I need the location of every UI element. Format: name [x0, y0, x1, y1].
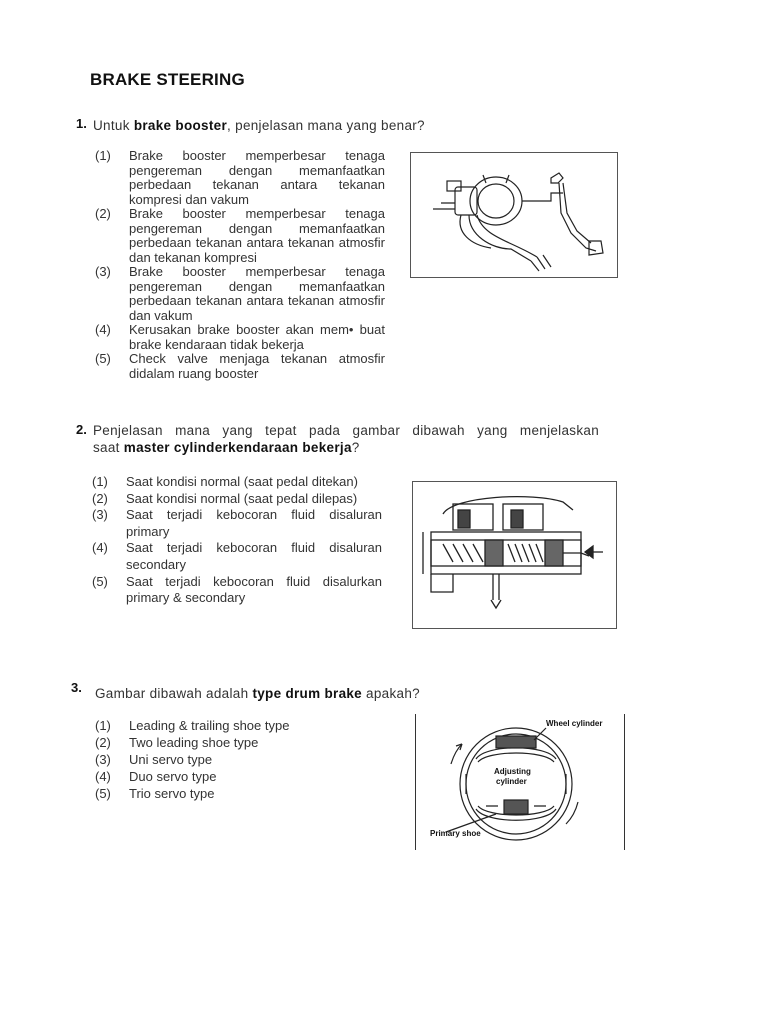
q3-suffix: apakah?	[362, 686, 420, 701]
option-number: (4)	[95, 322, 111, 337]
option-number: (5)	[95, 351, 111, 366]
q3-prefix: Gambar dibawah adalah	[95, 686, 253, 701]
option-text: Leading & trailing shoe type	[129, 718, 290, 733]
option-text: Check valve menjaga tekanan atmosfir didalam ruang booster	[129, 351, 385, 381]
question-3-number: 3.	[71, 680, 82, 695]
option-text: Saat kondisi normal (saat pedal dilepas)	[126, 490, 358, 506]
adjusting-cylinder-label-line2: cylinder	[496, 777, 527, 786]
question-3-text	[95, 686, 420, 701]
q1-suffix: , penjelasan mana yang benar?	[227, 118, 425, 133]
drum-brake-illustration	[416, 714, 624, 850]
option-item	[95, 149, 385, 207]
option-number: (1)	[92, 474, 108, 489]
option-number: (5)	[92, 573, 108, 589]
option-text: Saat terjadi kebocoran fluid disalurkan primary & secondary	[126, 573, 382, 606]
option-text: Brake booster memperbesar tenaga pengereman dengan memanfaatkan perbedaan tekanan antara tekanan kompresi dan vakum	[129, 148, 385, 207]
option-number: (4)	[95, 769, 111, 784]
drum-brake-figure	[415, 714, 625, 850]
adjusting-cylinder-label-line1: Adjusting	[494, 767, 531, 776]
option-text: Duo servo type	[129, 769, 217, 784]
question-3-options	[95, 717, 355, 802]
option-number: (3)	[95, 264, 111, 279]
option-number: (5)	[95, 786, 111, 801]
brake-booster-illustration	[411, 153, 617, 277]
option-item	[95, 323, 385, 352]
option-text: Brake booster memperbesar tenaga pengereman dengan memanfaatkan perbedaan tekanan antara tekanan atmosfir dan vakum	[129, 264, 385, 323]
q1-prefix: Untuk	[93, 118, 134, 133]
option-text: Saat terjadi kebocoran fluid disaluran primary	[126, 507, 382, 539]
master-cylinder-illustration	[413, 482, 616, 628]
option-item	[95, 717, 355, 734]
question-2-line1: Penjelasan mana yang tepat pada gambar dibawah yang menjelaskan	[93, 423, 599, 438]
option-text: Saat terjadi kebocoran fluid disaluran secondary	[126, 540, 382, 572]
question-1-options	[95, 149, 385, 381]
question-1-number: 1.	[76, 116, 87, 131]
master-cylinder-figure	[412, 481, 617, 629]
q3-bold: type drum brake	[252, 686, 362, 701]
q2-bold: master cylinderkendaraan bekerja	[123, 440, 352, 455]
option-item	[95, 265, 385, 323]
option-number: (1)	[95, 718, 111, 733]
option-item	[95, 734, 355, 751]
question-2-number: 2.	[76, 422, 87, 437]
page-title: BRAKE STEERING	[90, 70, 245, 89]
question-2-line2	[93, 440, 360, 455]
option-text: Saat kondisi normal (saat pedal ditekan)	[126, 474, 358, 489]
question-2-options	[92, 474, 382, 607]
option-item	[95, 207, 385, 265]
option-item	[92, 491, 382, 508]
primary-shoe-label: Primary shoe	[430, 829, 481, 838]
option-number: (1)	[95, 148, 111, 163]
option-item	[92, 574, 382, 607]
option-item	[92, 474, 382, 491]
option-text: Two leading shoe type	[129, 735, 259, 750]
option-text: Brake booster memperbesar tenaga pengereman dengan memanfaatkan perbedaan tekanan antara tekanan atmosfir dan tekanan kompresi	[129, 206, 385, 265]
option-item	[92, 507, 382, 540]
option-item	[95, 785, 355, 802]
question-1-text	[93, 118, 425, 133]
option-item	[92, 540, 382, 573]
q1-bold-booster: booster	[175, 118, 228, 133]
option-text: Uni servo type	[129, 752, 213, 767]
option-item	[95, 768, 355, 785]
option-number: (2)	[92, 490, 108, 506]
q1-bold-brake: brake	[133, 118, 172, 133]
option-number: (3)	[95, 752, 111, 767]
wheel-cylinder-label: Wheel cylinder	[546, 719, 603, 728]
option-number: (2)	[95, 735, 111, 750]
q2-prefix: saat	[93, 440, 124, 455]
option-number: (4)	[92, 540, 108, 556]
option-number: (3)	[92, 507, 108, 523]
option-text: Kerusakan brake booster akan mem• buat brake kendaraan tidak bekerja	[129, 322, 385, 352]
brake-booster-figure	[410, 152, 618, 278]
option-item	[95, 751, 355, 768]
option-number: (2)	[95, 206, 111, 221]
q2-suffix: ?	[351, 440, 360, 455]
option-item	[95, 352, 385, 381]
option-text: Trio servo type	[129, 786, 215, 801]
